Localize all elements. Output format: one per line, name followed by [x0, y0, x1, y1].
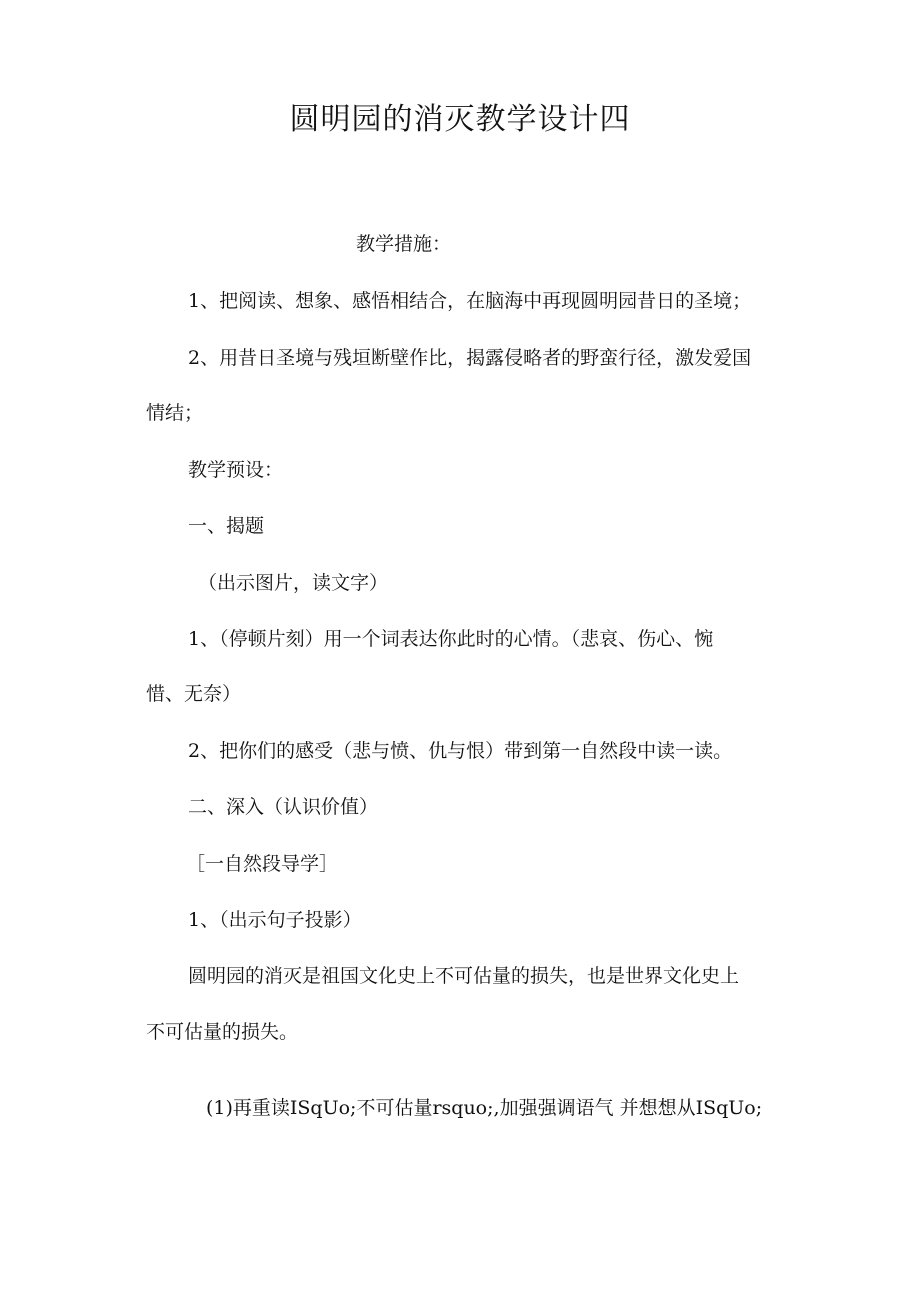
paragraph-measure-1: 1、把阅读、想象、感悟相结合，在脑海中再现圆明园昔日的圣境；	[188, 290, 752, 312]
paragraph-step-1: 1、（停顿片刻）用一个词表达你此时的心情。（悲哀、伤心、惋	[188, 628, 714, 650]
section-heading-deepen: 二、深入（认识价值）	[188, 796, 379, 818]
paragraph-show-picture: （出示图片，读文字）	[198, 572, 389, 594]
paragraph-measure-2: 2、用昔日圣境与残垣断壁作比，揭露侵略者的野蛮行径，激发爱国	[188, 347, 752, 369]
document-title: 圆明园的消灭教学设计四	[289, 102, 631, 137]
paragraph-quote: 圆明园的消灭是祖国文化史上不可估量的损失，也是世界文化史上	[188, 965, 740, 987]
paragraph-reread: (1)再重读ISqUo;不可估量rsquo;,加强强调语气 并想想从ISqUo;	[206, 1097, 763, 1119]
section-heading-teaching-measures: 教学措施：	[356, 233, 452, 255]
paragraph-quote-continued: 不可估量的损失。	[146, 1021, 299, 1043]
subsection-heading-paragraph-guide: ［一自然段导学］	[186, 853, 339, 875]
paragraph-step-2: 2、把你们的感受（悲与愤、仇与恨）带到第一自然段中读一读。	[188, 740, 733, 762]
section-heading-reveal-topic: 一、揭题	[188, 515, 265, 537]
paragraph-measure-2-continued: 情结；	[146, 402, 204, 424]
paragraph-show-sentence: 1、（出示句子投影）	[188, 909, 362, 931]
section-heading-teaching-plan: 教学预设：	[188, 459, 284, 481]
paragraph-step-1-continued: 惜、无奈）	[146, 683, 242, 705]
